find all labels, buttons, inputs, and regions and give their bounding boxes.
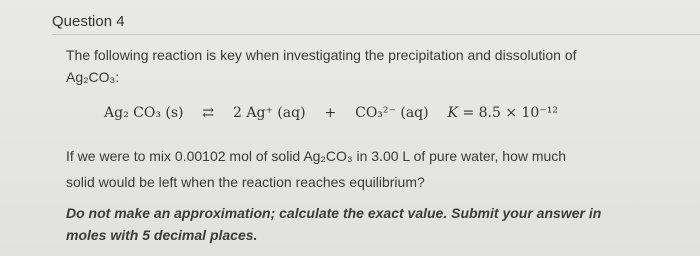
equation-product-carbonate: CO₃²⁻ (aq)	[355, 105, 429, 121]
instruction-line-1: Do not make an approximation; calculate the exact value. Submit your answer in	[66, 205, 602, 221]
answer-instruction	[66, 202, 686, 246]
equilibrium-arrow: ⇄	[202, 105, 215, 121]
question-heading: Question 4	[52, 13, 125, 30]
intro-line-1: The following reaction is key when investigating the precipitation and dissolution of	[66, 47, 577, 63]
equilibrium-constant-label: K	[447, 105, 458, 121]
intro-formula: Ag₂CO₃:	[66, 69, 120, 85]
prompt-line-2: solid would be left when the reaction reaches equilibrium?	[66, 174, 425, 190]
equation-reactant: Ag₂ CO₃ (s)	[104, 105, 184, 121]
equation-product-silver: 2 Ag⁺ (aq)	[233, 105, 306, 121]
equation-plus: +	[324, 105, 337, 121]
heading-divider	[52, 34, 700, 35]
question-intro	[66, 44, 686, 88]
prompt-line-1: If we were to mix 0.00102 mol of solid Ag₂CO₃ in 3.00 L of pure water, how much	[66, 148, 567, 164]
reaction-equation	[104, 105, 558, 121]
instruction-line-2: moles with 5 decimal places.	[66, 227, 258, 243]
question-prompt	[66, 143, 686, 195]
equilibrium-constant-value: = 8.5 × 10⁻¹²	[462, 105, 558, 121]
